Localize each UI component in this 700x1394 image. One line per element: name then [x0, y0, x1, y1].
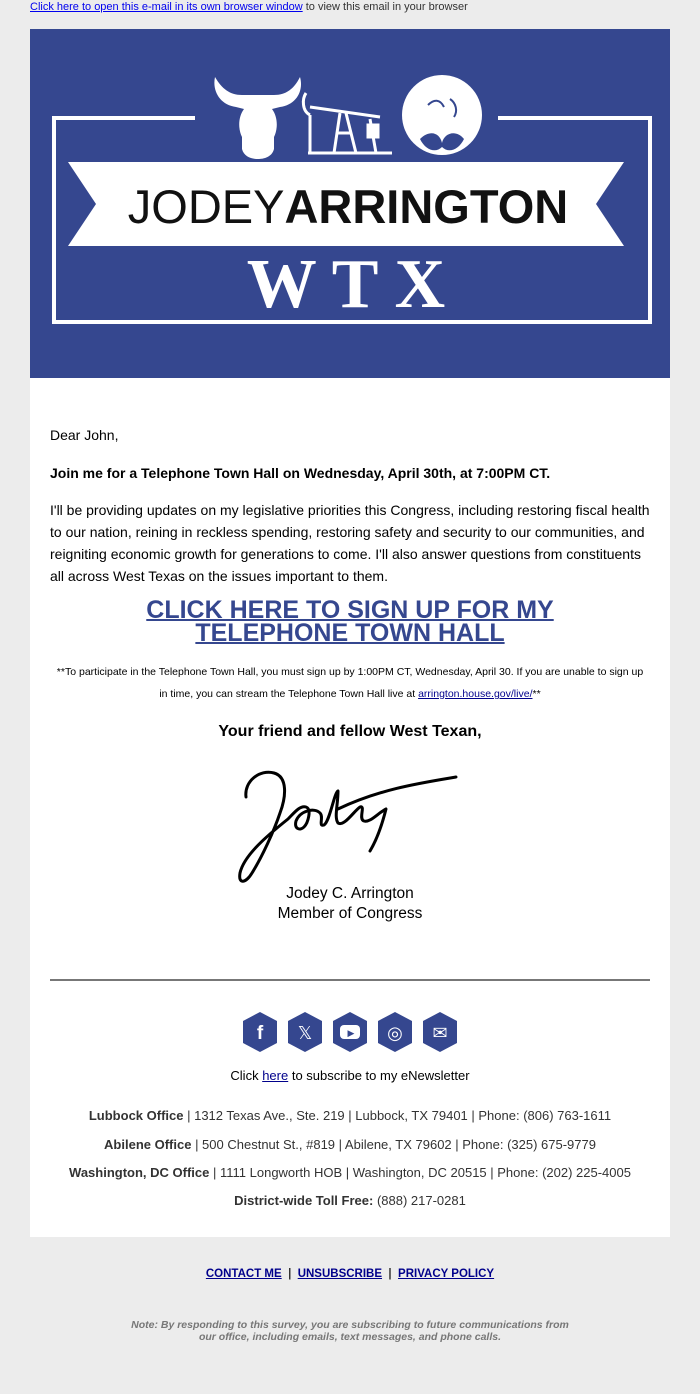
email-icon[interactable] [421, 1011, 459, 1053]
footer-separator: | [288, 1268, 292, 1280]
svg-text:𝕏: 𝕏 [297, 1023, 313, 1044]
banner-artwork [30, 29, 670, 378]
footer-separator: | [388, 1268, 392, 1280]
youtube-icon[interactable] [331, 1011, 369, 1053]
svg-text:✉: ✉ [432, 1023, 448, 1044]
cta-line-2: TELEPHONE TOWN HALL [195, 619, 505, 647]
open-in-browser-link[interactable]: Click here to open this e-mail in its own browser window [30, 1, 303, 13]
participation-note [50, 661, 650, 705]
unsubscribe-link[interactable]: UNSUBSCRIBE [297, 1268, 383, 1280]
note-line-2: in time, you can stream the Telephone Town Hall live at [159, 688, 419, 700]
section-divider [50, 979, 650, 981]
subscribe-link[interactable]: here [262, 1068, 289, 1083]
contact-me-link[interactable]: CONTACT ME [205, 1268, 282, 1280]
subscribe-suffix: to subscribe to my eNewsletter [288, 1068, 470, 1083]
note-suffix: ** [532, 688, 541, 700]
svg-text:▶: ▶ [347, 1029, 355, 1039]
signer-name: Jodey C. Arrington [286, 885, 414, 902]
body-paragraph: I'll be providing updates on my legislative priorities this Congress, including restoring fiscal health to our nation, reining in reckless spending, restoring safety and security to our communities, and reigniting economic growth for generations to come. I'll also answer questions from constituents all across West Texas on the issues important to them. [50, 502, 650, 584]
svg-text:f: f [256, 1023, 264, 1044]
footer-note-line-1: Note: By responding to this survey, you are subscribing to future communications from [131, 1319, 569, 1331]
open-in-browser-suffix: to view this email in your browser [302, 1, 468, 13]
footer-note-line-2: our office, including emails, text messages, and phone calls. [198, 1331, 502, 1343]
office-washington: Washington, DC Office | 1111 Longworth HOB | Washington, DC 20515 | Phone: (202) 225-4005 [69, 1165, 631, 1180]
x-twitter-icon[interactable] [286, 1011, 324, 1053]
instagram-icon[interactable] [376, 1011, 414, 1053]
browser-view-bar [30, 0, 468, 15]
signoff: Your friend and fellow West Texan, [218, 723, 482, 740]
bull-icon [214, 77, 301, 159]
header-banner [30, 29, 670, 378]
office-lubbock: Lubbock Office | 1312 Texas Ave., Ste. 219 | Lubbock, TX 79401 | Phone: (806) 763-1611 [88, 1108, 612, 1123]
office-abilene: Abilene Office | 500 Chestnut St., #819 | Abilene, TX 79602 | Phone: (325) 675-9779 [104, 1137, 596, 1152]
signer-block [50, 884, 650, 924]
signature-text: Jodey [230, 747, 233, 748]
office-tollfree: District-wide Toll Free: (888) 217-0281 [234, 1193, 466, 1208]
pumpjack-icon [303, 93, 392, 153]
livestream-link[interactable]: arrington.house.gov/live/ [418, 688, 533, 700]
signature-image [230, 747, 470, 887]
footer-note [0, 1319, 700, 1343]
cotton-icon [402, 75, 482, 155]
banner-region: W T X [246, 246, 446, 323]
subscribe-prefix: Click [230, 1068, 263, 1083]
banner-name: JODEYARRINGTON [127, 180, 569, 233]
note-line-1: **To participate in the Telephone Town Hall, you must sign up by 1:00PM CT, Wednesday, April 30. If you are unable to sign up [56, 666, 644, 678]
signer-title: Member of Congress [277, 905, 423, 922]
footer-links [0, 1268, 700, 1280]
cta-line-1: CLICK HERE TO SIGN UP FOR MY [146, 596, 554, 624]
greeting: Dear John, [50, 427, 119, 443]
email-card [30, 29, 670, 1237]
subscribe-line [50, 1068, 650, 1083]
privacy-policy-link[interactable]: PRIVACY POLICY [398, 1268, 495, 1280]
svg-text:◎: ◎ [387, 1023, 403, 1044]
lead-sentence: Join me for a Telephone Town Hall on Wednesday, April 30th, at 7:00PM CT. [50, 465, 551, 481]
facebook-icon[interactable] [241, 1011, 279, 1053]
signup-link[interactable] [146, 596, 553, 647]
signup-cta [50, 596, 650, 647]
